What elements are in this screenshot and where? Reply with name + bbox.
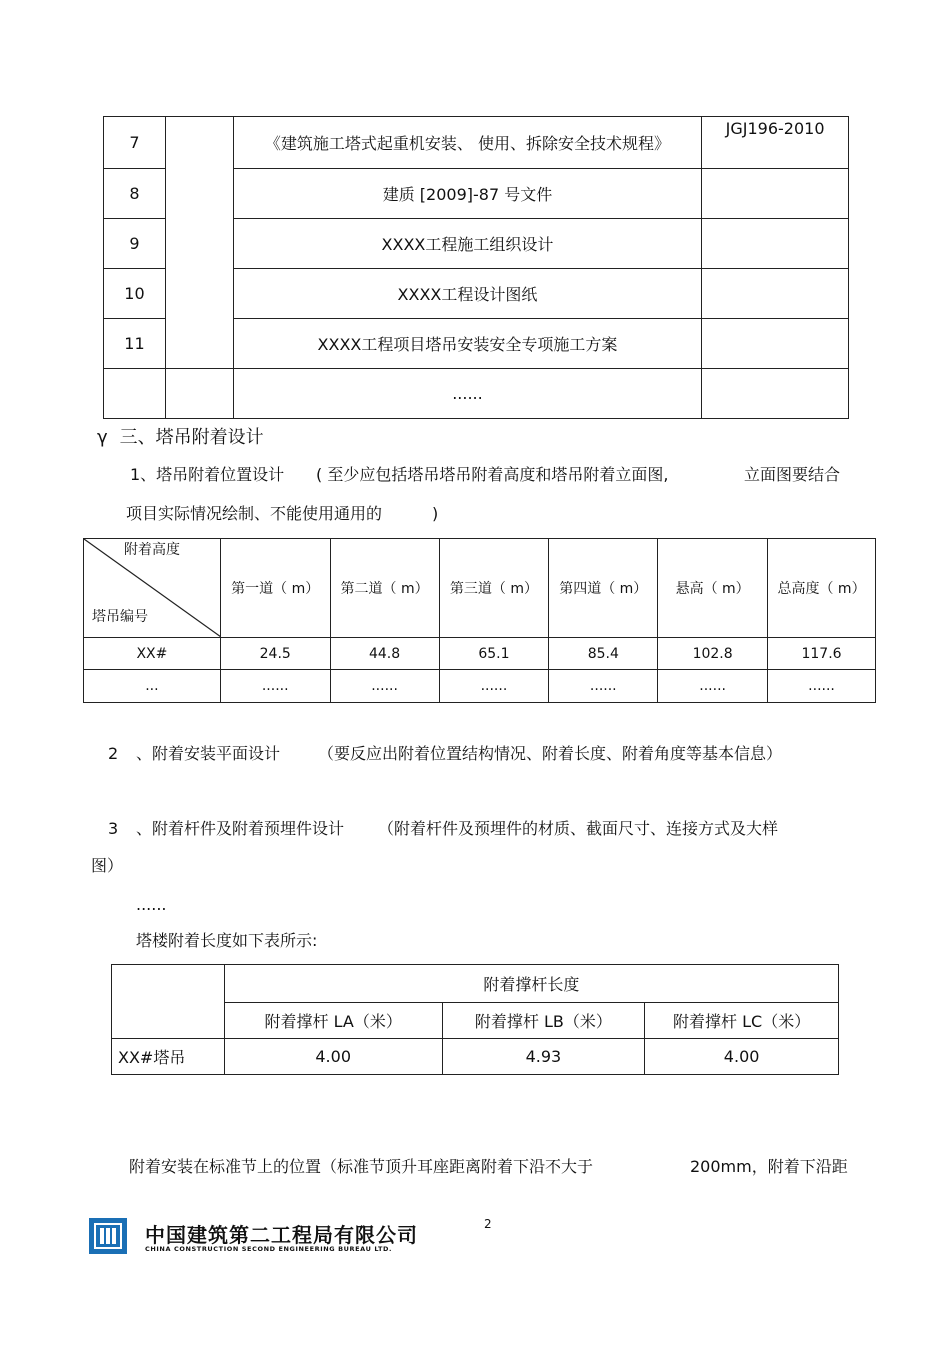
item3-number: 3 (108, 819, 119, 838)
item1-note: ( 至少应包括塔吊塔吊附着高度和塔吊附着立面图, (316, 465, 669, 484)
table-intro: 塔楼附着长度如下表所示: (136, 931, 318, 950)
company-name-en: CHINA CONSTRUCTION SECOND ENGINEERING BUREAU LTD. (145, 1245, 393, 1253)
column-header: 第三道（ m） (439, 539, 549, 638)
document-name: XXXX工程施工组织设计 (233, 219, 701, 269)
row-number: 7 (104, 117, 166, 169)
page-number: 2 (484, 1217, 492, 1231)
closing-text: 附着安装在标准节上的位置（标准节顶升耳座距离附着下沿不大于 (129, 1157, 594, 1176)
table-cell: ...... (330, 670, 439, 703)
table-row (104, 117, 849, 169)
table-cell: ...... (768, 670, 876, 703)
closing-text-cont: 200mm，附着下沿距 (690, 1157, 848, 1176)
column-header: 悬高（ m） (658, 539, 768, 638)
column-header: 附着撑杆 LA（米） (224, 1003, 442, 1039)
document-name: XXXX工程设计图纸 (233, 269, 701, 319)
section-heading (97, 423, 264, 449)
table-cell: 4.93 (442, 1039, 645, 1075)
empty-header-cell (112, 965, 225, 1039)
document-code (702, 319, 849, 369)
merged-category-cell (165, 117, 233, 369)
document-code (702, 369, 849, 419)
table-cell: 102.8 (658, 638, 768, 670)
reference-table (103, 116, 849, 419)
diagonal-header-cell (84, 539, 221, 638)
item3-title: 、附着杆件及附着预埋件设计 (136, 819, 345, 838)
item2-number: 2 (108, 744, 119, 763)
strut-length-table (111, 964, 839, 1075)
item2-note: （要反应出附着位置结构情况、附着长度、附着角度等基本信息） (318, 744, 783, 763)
document-name: ...... (233, 369, 701, 419)
group-header: 附着撑杆长度 (224, 965, 838, 1003)
item3-note-cont: 图） (91, 856, 124, 875)
corner-top-label: 附着高度 (124, 542, 180, 558)
table-cell: 4.00 (645, 1039, 839, 1075)
company-name-cn: 中国建筑第二工程局有限公司 (145, 1223, 418, 1247)
table-cell: 24.5 (220, 638, 330, 670)
table-header-row (112, 965, 839, 1003)
corner-bottom-label: 塔吊编号 (92, 609, 148, 625)
column-header: 总高度（ m） (768, 539, 876, 638)
row-number (104, 369, 166, 419)
attachment-height-table (83, 538, 876, 703)
row-label: XX#塔吊 (112, 1039, 225, 1075)
table-header-row (84, 539, 876, 638)
document-name: 《建筑施工塔式起重机安装、 使用、拆除安全技术规程》 (233, 117, 701, 169)
table-row (84, 670, 876, 703)
item1-line2-close: ) (432, 504, 439, 523)
column-header: 附着撑杆 LB（米） (442, 1003, 645, 1039)
table-row (104, 369, 849, 419)
table-cell: 4.00 (224, 1039, 442, 1075)
row-label: ... (84, 670, 221, 703)
table-row (84, 638, 876, 670)
column-header: 第一道（ m） (220, 539, 330, 638)
row-label: XX# (84, 638, 221, 670)
table-cell: ...... (439, 670, 549, 703)
document-code (702, 169, 849, 219)
table-cell: 44.8 (330, 638, 439, 670)
ellipsis-text: ...... (136, 895, 167, 914)
row-number: 8 (104, 169, 166, 219)
item1-title: 1、塔吊附着位置设计 (130, 465, 285, 484)
table-cell: 65.1 (439, 638, 549, 670)
row-number: 10 (104, 269, 166, 319)
company-logo (89, 1218, 127, 1254)
company-logo-icon (89, 1218, 127, 1254)
row-number: 11 (104, 319, 166, 369)
item1-line1 (130, 465, 284, 485)
item1-line2: 项目实际情况绘制、不能使用通用的 (126, 504, 383, 523)
item2-title: 、附着安装平面设计 (136, 744, 281, 763)
column-header: 第二道（ m） (330, 539, 439, 638)
table-cell: 117.6 (768, 638, 876, 670)
table-cell: ...... (220, 670, 330, 703)
section-marker: γ (97, 427, 108, 448)
column-header: 第四道（ m） (549, 539, 658, 638)
table-cell: 85.4 (549, 638, 658, 670)
document-name: 建质 [2009]-87 号文件 (233, 169, 701, 219)
document-name: XXXX工程项目塔吊安装安全专项施工方案 (233, 319, 701, 369)
document-code: JGJ196-2010 (702, 117, 849, 169)
document-code (702, 219, 849, 269)
table-row (112, 1039, 839, 1075)
empty-cell (165, 369, 233, 419)
item1-note-end: 立面图要结合 (744, 465, 841, 484)
item3-note: （附着杆件及预埋件的材质、截面尺寸、连接方式及大样 (378, 819, 779, 838)
column-header: 附着撑杆 LC（米） (645, 1003, 839, 1039)
section-title: 三、塔吊附着设计 (119, 427, 264, 448)
table-cell: ...... (549, 670, 658, 703)
row-number: 9 (104, 219, 166, 269)
document-code (702, 269, 849, 319)
table-cell: ...... (658, 670, 768, 703)
